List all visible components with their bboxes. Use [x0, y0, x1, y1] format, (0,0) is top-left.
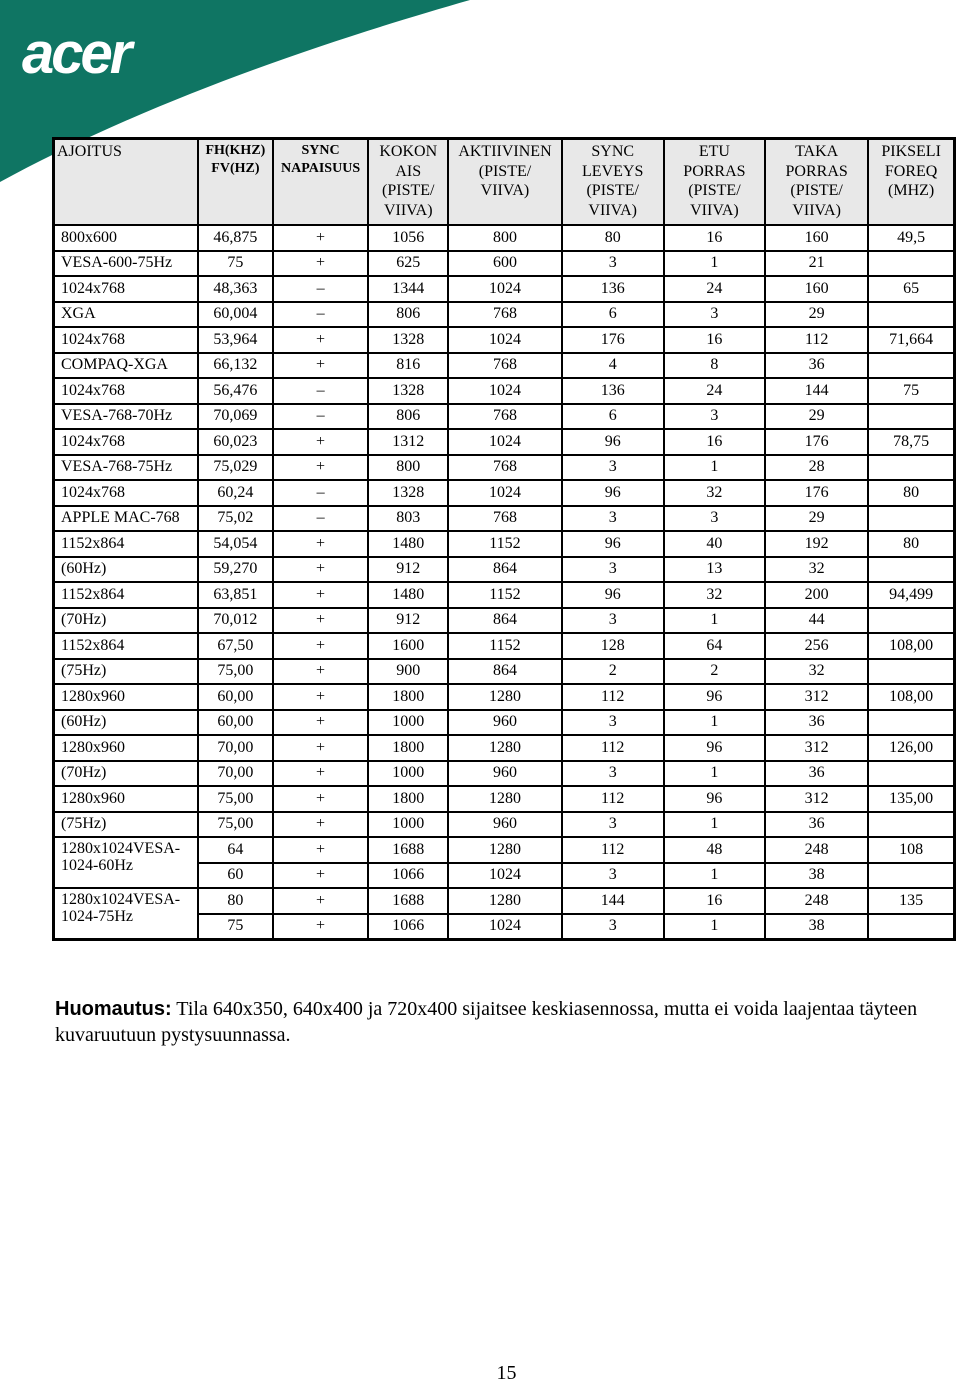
table-cell [868, 557, 954, 583]
table-cell: 80 [868, 531, 954, 557]
table-header-row [54, 139, 955, 226]
table-cell: 176 [765, 429, 868, 455]
table-cell: 3 [562, 608, 664, 634]
table-cell: 3 [562, 251, 664, 277]
table-cell: 1800 [368, 735, 448, 761]
column-header: SYNC LEVEYS (PISTE/ VIIVA) [562, 139, 664, 226]
column-header: AJOITUS [54, 139, 198, 226]
table-cell: 1024x768 [54, 429, 198, 455]
table-cell: 6 [562, 404, 664, 430]
table-row [54, 353, 955, 379]
table-row [54, 480, 955, 506]
table-cell: 1152 [448, 633, 561, 659]
table-cell: 1280x960 [54, 786, 198, 812]
column-header: PIKSELI FOREQ (MHZ) [868, 139, 954, 226]
table-cell: 136 [562, 276, 664, 302]
table-cell: 75 [198, 251, 273, 277]
table-cell: 768 [448, 353, 561, 379]
table-cell: + [273, 761, 368, 787]
table-cell: 864 [448, 557, 561, 583]
note-label: Huomautus: [55, 998, 172, 1020]
table-cell: 1328 [368, 480, 448, 506]
table-cell: 1066 [368, 914, 448, 940]
table-cell: 36 [765, 812, 868, 838]
table-cell: 78,75 [868, 429, 954, 455]
table-cell: 1024 [448, 429, 561, 455]
table-cell: 59,270 [198, 557, 273, 583]
table-cell: 160 [765, 225, 868, 251]
table-cell: – [273, 276, 368, 302]
column-header: KOKON AIS (PISTE/ VIIVA) [368, 139, 448, 226]
table-cell: 1688 [368, 837, 448, 863]
table-cell: 192 [765, 531, 868, 557]
table-cell: 3 [562, 557, 664, 583]
table-cell: (75Hz) [54, 659, 198, 685]
table-cell: 200 [765, 582, 868, 608]
table-cell: 768 [448, 302, 561, 328]
table-cell: 29 [765, 404, 868, 430]
table-cell: VESA-768-70Hz [54, 404, 198, 430]
table-cell: 8 [664, 353, 765, 379]
table-cell: 96 [664, 786, 765, 812]
table-cell: 24 [664, 276, 765, 302]
table-cell: 70,012 [198, 608, 273, 634]
table-cell: 1152 [448, 531, 561, 557]
table-cell: 29 [765, 302, 868, 328]
table-cell: 32 [765, 557, 868, 583]
table-cell: – [273, 480, 368, 506]
table-cell: + [273, 455, 368, 481]
table-cell: 75,029 [198, 455, 273, 481]
table-cell: 75,00 [198, 659, 273, 685]
table-cell: 21 [765, 251, 868, 277]
table-cell [868, 455, 954, 481]
table-cell: 1480 [368, 582, 448, 608]
table-cell: 60,023 [198, 429, 273, 455]
table-cell: 1152x864 [54, 633, 198, 659]
table-cell: 2 [562, 659, 664, 685]
table-cell: 1280x1024VESA-1024-75Hz [54, 888, 198, 940]
table-row [54, 608, 955, 634]
table-cell: XGA [54, 302, 198, 328]
table-cell: 312 [765, 684, 868, 710]
table-cell: 108,00 [868, 684, 954, 710]
table-cell: 248 [765, 837, 868, 863]
table-cell: 1 [664, 608, 765, 634]
table-cell [868, 863, 954, 889]
table-cell: 75 [198, 914, 273, 940]
table-cell: 96 [562, 480, 664, 506]
note-text: Tila 640x350, 640x400 ja 720x400 sijaitsee keskiasennossa, mutta ei voida laajentaa täyteen kuvaruutuun pystysuunnassa. [55, 998, 918, 1046]
table-cell: 3 [562, 863, 664, 889]
table-cell: 16 [664, 429, 765, 455]
column-header: ETU PORRAS (PISTE/ VIIVA) [664, 139, 765, 226]
table-row [54, 684, 955, 710]
table-cell: 864 [448, 608, 561, 634]
table-cell: 56,476 [198, 378, 273, 404]
table-cell: 16 [664, 327, 765, 353]
table-cell: 800 [448, 225, 561, 251]
table-cell [868, 404, 954, 430]
table-cell: (75Hz) [54, 812, 198, 838]
table-cell: 1000 [368, 710, 448, 736]
table-cell: + [273, 735, 368, 761]
table-cell: 160 [765, 276, 868, 302]
table-cell: 1280x960 [54, 684, 198, 710]
table-cell: 3 [562, 761, 664, 787]
table-cell: 38 [765, 914, 868, 940]
table-cell: + [273, 786, 368, 812]
table-cell: 1024 [448, 914, 561, 940]
table-cell: 60,00 [198, 684, 273, 710]
table-cell: + [273, 633, 368, 659]
timing-table [52, 137, 956, 941]
table-cell: 1280 [448, 837, 561, 863]
table-cell: 70,00 [198, 735, 273, 761]
table-cell: 768 [448, 506, 561, 532]
table-cell: 1328 [368, 378, 448, 404]
table-cell: 1024 [448, 276, 561, 302]
table-cell: 49,5 [868, 225, 954, 251]
table-cell: 1600 [368, 633, 448, 659]
table-cell: 800 [368, 455, 448, 481]
table-cell: 144 [562, 888, 664, 914]
table-cell: 32 [765, 659, 868, 685]
table-cell: 4 [562, 353, 664, 379]
table-row [54, 276, 955, 302]
table-cell: 3 [664, 404, 765, 430]
table-cell: 1 [664, 863, 765, 889]
table-cell: 16 [664, 225, 765, 251]
table-cell: 54,054 [198, 531, 273, 557]
page-number: 15 [496, 1362, 517, 1384]
table-cell: 38 [765, 863, 868, 889]
table-cell: 600 [448, 251, 561, 277]
table-cell: + [273, 327, 368, 353]
table-cell: + [273, 557, 368, 583]
table-cell: 1152x864 [54, 582, 198, 608]
table-cell: 24 [664, 378, 765, 404]
table-cell: 1280 [448, 684, 561, 710]
table-cell: 60,00 [198, 710, 273, 736]
column-header: TAKA PORRAS (PISTE/ VIIVA) [765, 139, 868, 226]
table-cell: 65 [868, 276, 954, 302]
table-cell: 1066 [368, 863, 448, 889]
table-row [54, 633, 955, 659]
table-cell: + [273, 710, 368, 736]
table-cell: 1 [664, 455, 765, 481]
table-cell: + [273, 353, 368, 379]
table-cell: – [273, 378, 368, 404]
table-cell: 29 [765, 506, 868, 532]
table-cell: + [273, 225, 368, 251]
table-cell: 3 [562, 455, 664, 481]
table-cell: 1 [664, 812, 765, 838]
table-cell: 66,132 [198, 353, 273, 379]
table-cell: 1480 [368, 531, 448, 557]
table-cell: 128 [562, 633, 664, 659]
table-cell: 46,875 [198, 225, 273, 251]
table-cell: – [273, 404, 368, 430]
column-header: SYNC NAPAISUUS [273, 139, 368, 226]
table-cell: + [273, 914, 368, 940]
table-cell: 70,069 [198, 404, 273, 430]
table-cell: 900 [368, 659, 448, 685]
table-cell: + [273, 251, 368, 277]
table-cell: 144 [765, 378, 868, 404]
table-row [54, 506, 955, 532]
table-cell: 1000 [368, 812, 448, 838]
table-cell: 768 [448, 404, 561, 430]
table-cell: 36 [765, 710, 868, 736]
table-row [54, 251, 955, 277]
table-cell: 135 [868, 888, 954, 914]
table-cell: 3 [562, 914, 664, 940]
table-cell: (70Hz) [54, 761, 198, 787]
table-cell: 75,00 [198, 812, 273, 838]
table-cell: 1024 [448, 480, 561, 506]
table-cell: 1280 [448, 888, 561, 914]
table-cell: 1800 [368, 684, 448, 710]
table-cell: + [273, 888, 368, 914]
table-cell [868, 710, 954, 736]
table-cell: 40 [664, 531, 765, 557]
table-cell: 67,50 [198, 633, 273, 659]
table-row [54, 302, 955, 328]
table-cell: APPLE MAC-768 [54, 506, 198, 532]
table-row [54, 761, 955, 787]
table-cell: 36 [765, 761, 868, 787]
table-cell: 1152x864 [54, 531, 198, 557]
table-cell: 1024 [448, 863, 561, 889]
table-cell: 256 [765, 633, 868, 659]
table-cell: 816 [368, 353, 448, 379]
table-cell: 1280x960 [54, 735, 198, 761]
table-row [54, 710, 955, 736]
table-cell: 80 [562, 225, 664, 251]
table-cell: 94,499 [868, 582, 954, 608]
table-row [54, 582, 955, 608]
table-cell: 806 [368, 302, 448, 328]
table-cell: 3 [664, 506, 765, 532]
table-cell: 912 [368, 557, 448, 583]
table-cell: 1312 [368, 429, 448, 455]
table-cell: 1328 [368, 327, 448, 353]
table-cell: 1280x1024VESA-1024-60Hz [54, 837, 198, 888]
table-cell: COMPAQ-XGA [54, 353, 198, 379]
table-cell: (70Hz) [54, 608, 198, 634]
table-cell: 70,00 [198, 761, 273, 787]
acer-logo: acer [22, 21, 130, 86]
column-header: AKTIIVINEN (PISTE/ VIIVA) [448, 139, 561, 226]
table-cell: (60Hz) [54, 557, 198, 583]
table-cell: + [273, 429, 368, 455]
table-cell: 176 [562, 327, 664, 353]
table-row [54, 531, 955, 557]
table-cell: 48 [664, 837, 765, 863]
table-cell: + [273, 684, 368, 710]
table-row [54, 327, 955, 353]
table-cell [868, 914, 954, 940]
table-row [54, 225, 955, 251]
table-row [54, 455, 955, 481]
table-cell: 1024x768 [54, 480, 198, 506]
table-cell: 80 [868, 480, 954, 506]
table-cell: 1000 [368, 761, 448, 787]
table-cell: 28 [765, 455, 868, 481]
table-cell: + [273, 837, 368, 863]
table-cell: 96 [664, 735, 765, 761]
table-cell: 71,664 [868, 327, 954, 353]
table-cell: 136 [562, 378, 664, 404]
table-cell: + [273, 531, 368, 557]
table-cell: 312 [765, 786, 868, 812]
table-row [54, 786, 955, 812]
table-cell: 75,02 [198, 506, 273, 532]
table-cell: 3 [562, 812, 664, 838]
table-cell: VESA-600-75Hz [54, 251, 198, 277]
table-cell: 1024x768 [54, 327, 198, 353]
table-cell [868, 302, 954, 328]
table-cell: 112 [562, 735, 664, 761]
table-cell [868, 812, 954, 838]
table-cell: 32 [664, 480, 765, 506]
table-cell: 75,00 [198, 786, 273, 812]
table-cell: 1280 [448, 735, 561, 761]
table-row [54, 888, 955, 914]
table-cell: – [273, 302, 368, 328]
table-cell: + [273, 582, 368, 608]
table-cell: – [273, 506, 368, 532]
table-cell: 108 [868, 837, 954, 863]
table-cell: 312 [765, 735, 868, 761]
table-cell: 96 [562, 531, 664, 557]
table-cell [868, 353, 954, 379]
table-cell [868, 506, 954, 532]
table-cell: 960 [448, 812, 561, 838]
table-cell: + [273, 863, 368, 889]
table-cell: 3 [664, 302, 765, 328]
table-row [54, 404, 955, 430]
table-cell: 176 [765, 480, 868, 506]
table-cell: 16 [664, 888, 765, 914]
table-cell: 108,00 [868, 633, 954, 659]
table-cell: 2 [664, 659, 765, 685]
table-row [54, 378, 955, 404]
table-cell: 60,24 [198, 480, 273, 506]
table-cell: 1056 [368, 225, 448, 251]
table-cell: 112 [562, 786, 664, 812]
table-cell: 112 [562, 837, 664, 863]
table-cell: (60Hz) [54, 710, 198, 736]
table-cell: 1152 [448, 582, 561, 608]
table-cell: 64 [664, 633, 765, 659]
table-cell: 625 [368, 251, 448, 277]
table-cell: 36 [765, 353, 868, 379]
table-cell: 803 [368, 506, 448, 532]
table-cell: + [273, 812, 368, 838]
table-cell: 63,851 [198, 582, 273, 608]
table-cell: 768 [448, 455, 561, 481]
table-row [54, 735, 955, 761]
table-cell: 800x600 [54, 225, 198, 251]
table-cell: 806 [368, 404, 448, 430]
table-cell: 1024 [448, 327, 561, 353]
table-cell: 1688 [368, 888, 448, 914]
table-cell: 96 [562, 582, 664, 608]
table-cell: 1 [664, 251, 765, 277]
table-cell: 912 [368, 608, 448, 634]
table-cell: VESA-768-75Hz [54, 455, 198, 481]
table-cell: 1280 [448, 786, 561, 812]
table-cell: 80 [198, 888, 273, 914]
table-cell: 112 [562, 684, 664, 710]
table-cell: 3 [562, 710, 664, 736]
table-cell [868, 761, 954, 787]
table-cell [868, 251, 954, 277]
table-cell: 1 [664, 761, 765, 787]
table-cell: 1024x768 [54, 276, 198, 302]
table-cell: 96 [664, 684, 765, 710]
table-cell: 1024 [448, 378, 561, 404]
column-header: FH(KHZ) FV(HZ) [198, 139, 273, 226]
table-cell: 1 [664, 710, 765, 736]
table-row [54, 659, 955, 685]
table-cell: 1024x768 [54, 378, 198, 404]
table-cell: 32 [664, 582, 765, 608]
table-cell [868, 608, 954, 634]
table-cell: 48,363 [198, 276, 273, 302]
table-cell: 13 [664, 557, 765, 583]
table-cell: 960 [448, 710, 561, 736]
table-row [54, 812, 955, 838]
table-cell: 1800 [368, 786, 448, 812]
footnote [55, 996, 935, 1048]
table-cell: 135,00 [868, 786, 954, 812]
table-cell: 960 [448, 761, 561, 787]
table-cell: 64 [198, 837, 273, 863]
table-cell: 248 [765, 888, 868, 914]
table-row [54, 837, 955, 863]
table-cell: + [273, 659, 368, 685]
table-cell: 3 [562, 506, 664, 532]
table-cell: 112 [765, 327, 868, 353]
table-cell: 1 [664, 914, 765, 940]
table-cell: 126,00 [868, 735, 954, 761]
table-cell: 60,004 [198, 302, 273, 328]
table-cell: + [273, 608, 368, 634]
table-cell: 60 [198, 863, 273, 889]
table-row [54, 429, 955, 455]
table-cell: 44 [765, 608, 868, 634]
table-cell: 864 [448, 659, 561, 685]
table-row [54, 557, 955, 583]
table-cell: 53,964 [198, 327, 273, 353]
table-cell: 75 [868, 378, 954, 404]
table-cell: 96 [562, 429, 664, 455]
table-cell: 6 [562, 302, 664, 328]
table-cell: 1344 [368, 276, 448, 302]
table-cell [868, 659, 954, 685]
